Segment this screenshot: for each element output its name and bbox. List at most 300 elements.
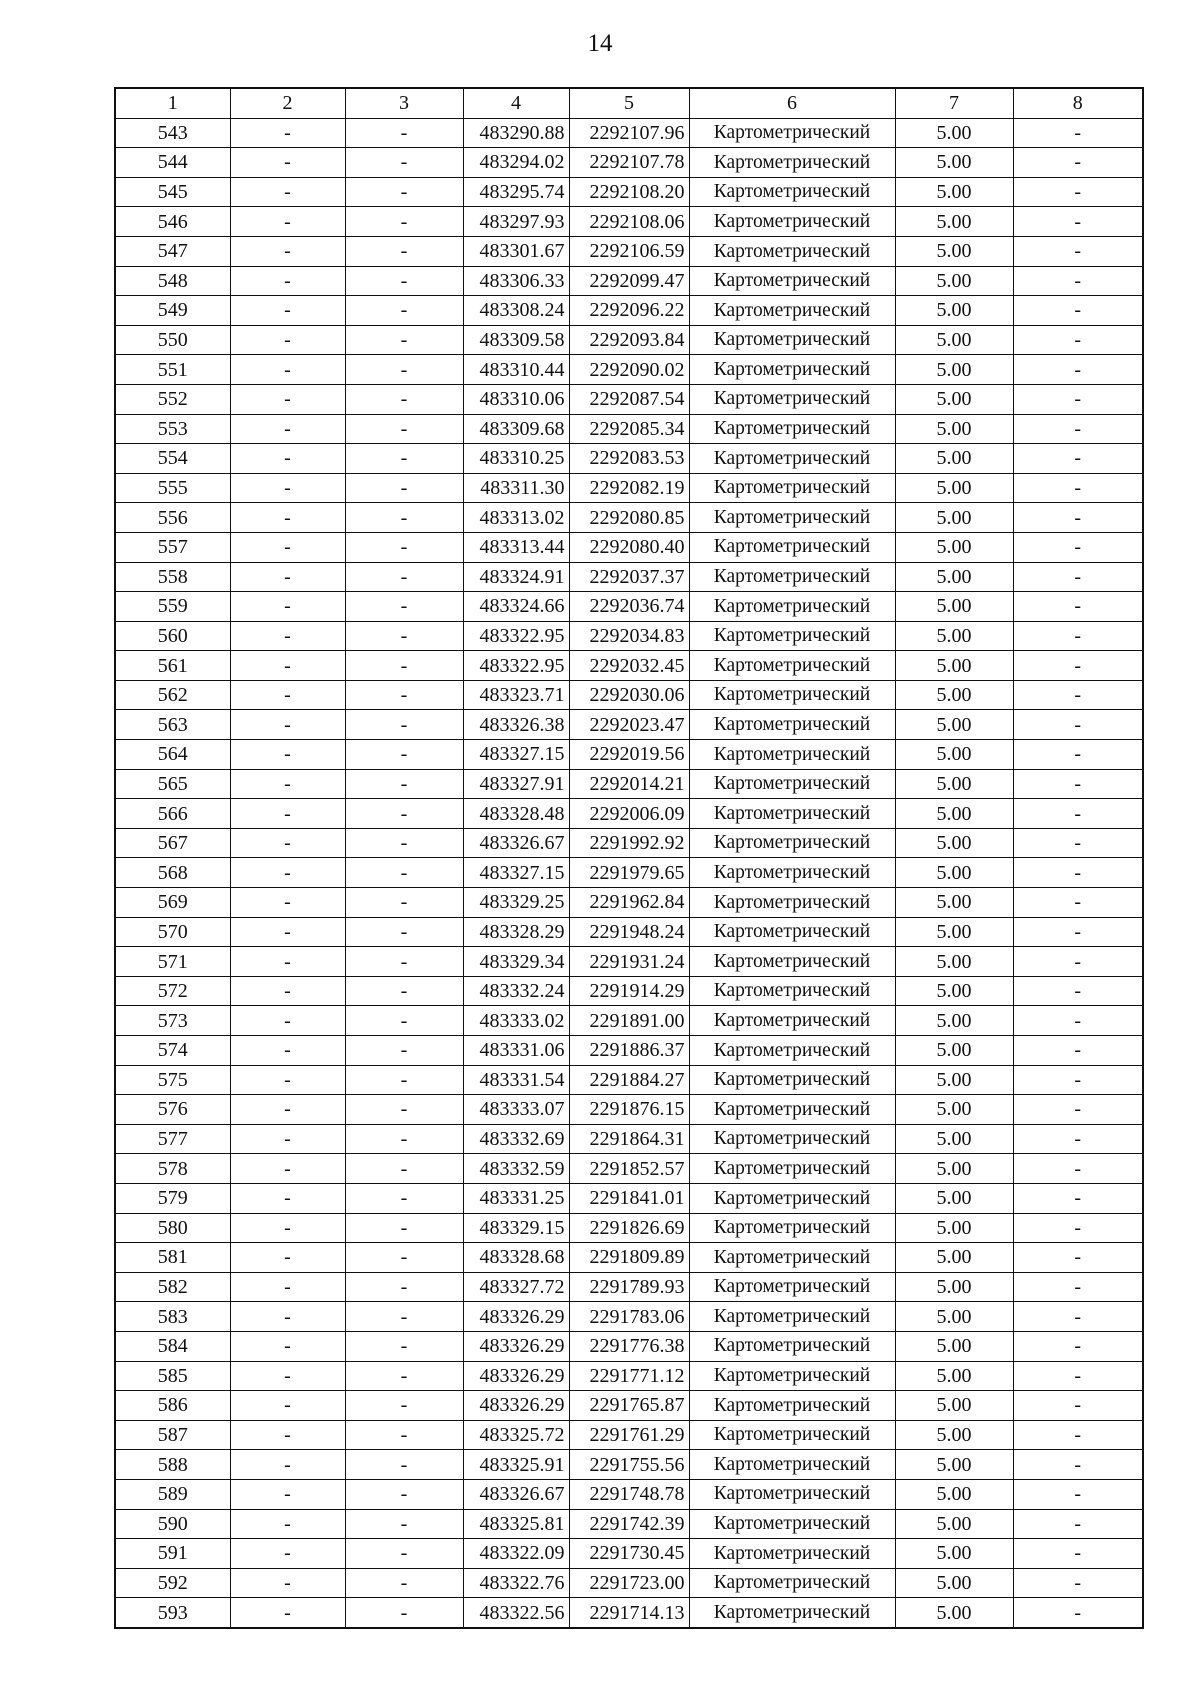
col2-cell: - <box>230 1450 345 1480</box>
point-number-cell: 552 <box>115 384 230 414</box>
col8-cell: - <box>1013 148 1143 178</box>
x-coordinate-cell: 483333.02 <box>463 1006 569 1036</box>
accuracy-cell: 5.00 <box>895 1420 1013 1450</box>
table-row <box>115 532 1143 562</box>
point-number-cell: 565 <box>115 769 230 799</box>
point-number-cell: 549 <box>115 296 230 326</box>
table-row <box>115 1124 1143 1154</box>
accuracy-cell: 5.00 <box>895 473 1013 503</box>
method-cell: Картометрический <box>689 148 895 178</box>
col2-cell: - <box>230 1243 345 1273</box>
table-row <box>115 1479 1143 1509</box>
x-coordinate-cell: 483327.91 <box>463 769 569 799</box>
x-coordinate-cell: 483326.67 <box>463 828 569 858</box>
point-number-cell: 545 <box>115 177 230 207</box>
col8-cell: - <box>1013 1361 1143 1391</box>
col8-cell: - <box>1013 325 1143 355</box>
table-header-row <box>115 88 1143 118</box>
table-row <box>115 710 1143 740</box>
table-row <box>115 1243 1143 1273</box>
col8-cell: - <box>1013 621 1143 651</box>
table-row <box>115 888 1143 918</box>
point-number-cell: 550 <box>115 325 230 355</box>
y-coordinate-cell: 2291771.12 <box>569 1361 689 1391</box>
x-coordinate-cell: 483333.07 <box>463 1095 569 1125</box>
y-coordinate-cell: 2291826.69 <box>569 1213 689 1243</box>
table-row <box>115 1331 1143 1361</box>
method-cell: Картометрический <box>689 207 895 237</box>
col3-cell: - <box>345 1272 463 1302</box>
table-row <box>115 148 1143 178</box>
col2-cell: - <box>230 532 345 562</box>
column-header: 6 <box>689 88 895 118</box>
accuracy-cell: 5.00 <box>895 1065 1013 1095</box>
col3-cell: - <box>345 1420 463 1450</box>
y-coordinate-cell: 2291886.37 <box>569 1036 689 1066</box>
col2-cell: - <box>230 740 345 770</box>
table-row <box>115 1509 1143 1539</box>
table-row <box>115 562 1143 592</box>
method-cell: Картометрический <box>689 562 895 592</box>
col2-cell: - <box>230 177 345 207</box>
col8-cell: - <box>1013 1509 1143 1539</box>
point-number-cell: 547 <box>115 236 230 266</box>
accuracy-cell: 5.00 <box>895 266 1013 296</box>
x-coordinate-cell: 483332.24 <box>463 976 569 1006</box>
col2-cell: - <box>230 1361 345 1391</box>
col2-cell: - <box>230 236 345 266</box>
col2-cell: - <box>230 769 345 799</box>
point-number-cell: 554 <box>115 444 230 474</box>
table-row <box>115 1361 1143 1391</box>
col8-cell: - <box>1013 1420 1143 1450</box>
x-coordinate-cell: 483328.68 <box>463 1243 569 1273</box>
col2-cell: - <box>230 888 345 918</box>
x-coordinate-cell: 483326.29 <box>463 1361 569 1391</box>
y-coordinate-cell: 2292106.59 <box>569 236 689 266</box>
y-coordinate-cell: 2292080.40 <box>569 532 689 562</box>
point-number-cell: 581 <box>115 1243 230 1273</box>
col8-cell: - <box>1013 1036 1143 1066</box>
x-coordinate-cell: 483309.58 <box>463 325 569 355</box>
table-row <box>115 680 1143 710</box>
x-coordinate-cell: 483310.44 <box>463 355 569 385</box>
point-number-cell: 564 <box>115 740 230 770</box>
accuracy-cell: 5.00 <box>895 414 1013 444</box>
accuracy-cell: 5.00 <box>895 1450 1013 1480</box>
accuracy-cell: 5.00 <box>895 1331 1013 1361</box>
y-coordinate-cell: 2291931.24 <box>569 947 689 977</box>
method-cell: Картометрический <box>689 740 895 770</box>
col2-cell: - <box>230 414 345 444</box>
x-coordinate-cell: 483295.74 <box>463 177 569 207</box>
col8-cell: - <box>1013 1006 1143 1036</box>
table-row <box>115 236 1143 266</box>
col8-cell: - <box>1013 976 1143 1006</box>
col3-cell: - <box>345 266 463 296</box>
table-row <box>115 355 1143 385</box>
col3-cell: - <box>345 236 463 266</box>
col8-cell: - <box>1013 1479 1143 1509</box>
point-number-cell: 548 <box>115 266 230 296</box>
page-number: 14 <box>587 30 613 57</box>
col3-cell: - <box>345 947 463 977</box>
y-coordinate-cell: 2292107.78 <box>569 148 689 178</box>
method-cell: Картометрический <box>689 384 895 414</box>
col8-cell: - <box>1013 1154 1143 1184</box>
table-row <box>115 1154 1143 1184</box>
accuracy-cell: 5.00 <box>895 236 1013 266</box>
col8-cell: - <box>1013 473 1143 503</box>
accuracy-cell: 5.00 <box>895 1154 1013 1184</box>
y-coordinate-cell: 2292090.02 <box>569 355 689 385</box>
col2-cell: - <box>230 680 345 710</box>
col8-cell: - <box>1013 355 1143 385</box>
col2-cell: - <box>230 828 345 858</box>
method-cell: Картометрический <box>689 177 895 207</box>
table-row <box>115 1065 1143 1095</box>
col2-cell: - <box>230 1124 345 1154</box>
x-coordinate-cell: 483322.95 <box>463 651 569 681</box>
x-coordinate-cell: 483310.06 <box>463 384 569 414</box>
table-row <box>115 207 1143 237</box>
method-cell: Картометрический <box>689 1154 895 1184</box>
accuracy-cell: 5.00 <box>895 1243 1013 1273</box>
col8-cell: - <box>1013 1450 1143 1480</box>
x-coordinate-cell: 483326.29 <box>463 1391 569 1421</box>
point-number-cell: 591 <box>115 1539 230 1569</box>
col2-cell: - <box>230 1065 345 1095</box>
x-coordinate-cell: 483332.69 <box>463 1124 569 1154</box>
col3-cell: - <box>345 1065 463 1095</box>
col8-cell: - <box>1013 1391 1143 1421</box>
x-coordinate-cell: 483328.48 <box>463 799 569 829</box>
method-cell: Картометрический <box>689 769 895 799</box>
y-coordinate-cell: 2291884.27 <box>569 1065 689 1095</box>
point-number-cell: 583 <box>115 1302 230 1332</box>
table-row <box>115 769 1143 799</box>
y-coordinate-cell: 2292107.96 <box>569 118 689 148</box>
col3-cell: - <box>345 769 463 799</box>
point-number-cell: 558 <box>115 562 230 592</box>
col2-cell: - <box>230 296 345 326</box>
accuracy-cell: 5.00 <box>895 828 1013 858</box>
col3-cell: - <box>345 503 463 533</box>
y-coordinate-cell: 2292096.22 <box>569 296 689 326</box>
col2-cell: - <box>230 1568 345 1598</box>
point-number-cell: 567 <box>115 828 230 858</box>
accuracy-cell: 5.00 <box>895 1479 1013 1509</box>
x-coordinate-cell: 483331.54 <box>463 1065 569 1095</box>
col2-cell: - <box>230 1479 345 1509</box>
table-row <box>115 947 1143 977</box>
col3-cell: - <box>345 1361 463 1391</box>
table-row <box>115 1420 1143 1450</box>
col2-cell: - <box>230 1539 345 1569</box>
col8-cell: - <box>1013 444 1143 474</box>
col2-cell: - <box>230 858 345 888</box>
point-number-cell: 593 <box>115 1598 230 1628</box>
col2-cell: - <box>230 621 345 651</box>
col2-cell: - <box>230 1006 345 1036</box>
col3-cell: - <box>345 710 463 740</box>
point-number-cell: 569 <box>115 888 230 918</box>
col2-cell: - <box>230 266 345 296</box>
point-number-cell: 562 <box>115 680 230 710</box>
y-coordinate-cell: 2291809.89 <box>569 1243 689 1273</box>
col8-cell: - <box>1013 1124 1143 1154</box>
y-coordinate-cell: 2291841.01 <box>569 1183 689 1213</box>
point-number-cell: 566 <box>115 799 230 829</box>
point-number-cell: 587 <box>115 1420 230 1450</box>
point-number-cell: 586 <box>115 1391 230 1421</box>
x-coordinate-cell: 483327.15 <box>463 858 569 888</box>
method-cell: Картометрический <box>689 1598 895 1628</box>
x-coordinate-cell: 483328.29 <box>463 917 569 947</box>
accuracy-cell: 5.00 <box>895 1213 1013 1243</box>
method-cell: Картометрический <box>689 1036 895 1066</box>
y-coordinate-cell: 2291852.57 <box>569 1154 689 1184</box>
y-coordinate-cell: 2291962.84 <box>569 888 689 918</box>
x-coordinate-cell: 483331.06 <box>463 1036 569 1066</box>
x-coordinate-cell: 483324.91 <box>463 562 569 592</box>
accuracy-cell: 5.00 <box>895 532 1013 562</box>
table-row <box>115 1450 1143 1480</box>
method-cell: Картометрический <box>689 1539 895 1569</box>
table-row <box>115 1568 1143 1598</box>
col2-cell: - <box>230 384 345 414</box>
col8-cell: - <box>1013 532 1143 562</box>
method-cell: Картометрический <box>689 532 895 562</box>
method-cell: Картометрический <box>689 266 895 296</box>
point-number-cell: 585 <box>115 1361 230 1391</box>
method-cell: Картометрический <box>689 651 895 681</box>
accuracy-cell: 5.00 <box>895 592 1013 622</box>
accuracy-cell: 5.00 <box>895 1598 1013 1628</box>
point-number-cell: 592 <box>115 1568 230 1598</box>
y-coordinate-cell: 2292099.47 <box>569 266 689 296</box>
x-coordinate-cell: 483311.30 <box>463 473 569 503</box>
y-coordinate-cell: 2292030.06 <box>569 680 689 710</box>
y-coordinate-cell: 2291730.45 <box>569 1539 689 1569</box>
col2-cell: - <box>230 1213 345 1243</box>
accuracy-cell: 5.00 <box>895 355 1013 385</box>
col8-cell: - <box>1013 296 1143 326</box>
x-coordinate-cell: 483326.38 <box>463 710 569 740</box>
table-row <box>115 858 1143 888</box>
col2-cell: - <box>230 355 345 385</box>
col8-cell: - <box>1013 1095 1143 1125</box>
table-row <box>115 414 1143 444</box>
col8-cell: - <box>1013 769 1143 799</box>
y-coordinate-cell: 2291755.56 <box>569 1450 689 1480</box>
y-coordinate-cell: 2292108.06 <box>569 207 689 237</box>
y-coordinate-cell: 2291992.92 <box>569 828 689 858</box>
x-coordinate-cell: 483326.67 <box>463 1479 569 1509</box>
col3-cell: - <box>345 1450 463 1480</box>
table-row <box>115 1183 1143 1213</box>
point-number-cell: 551 <box>115 355 230 385</box>
col2-cell: - <box>230 1391 345 1421</box>
col3-cell: - <box>345 207 463 237</box>
col8-cell: - <box>1013 680 1143 710</box>
col3-cell: - <box>345 858 463 888</box>
y-coordinate-cell: 2291864.31 <box>569 1124 689 1154</box>
table-row <box>115 828 1143 858</box>
y-coordinate-cell: 2291979.65 <box>569 858 689 888</box>
x-coordinate-cell: 483323.71 <box>463 680 569 710</box>
point-number-cell: 576 <box>115 1095 230 1125</box>
col2-cell: - <box>230 1331 345 1361</box>
y-coordinate-cell: 2291783.06 <box>569 1302 689 1332</box>
accuracy-cell: 5.00 <box>895 651 1013 681</box>
col8-cell: - <box>1013 710 1143 740</box>
col8-cell: - <box>1013 947 1143 977</box>
col8-cell: - <box>1013 1302 1143 1332</box>
x-coordinate-cell: 483325.72 <box>463 1420 569 1450</box>
col3-cell: - <box>345 828 463 858</box>
point-number-cell: 553 <box>115 414 230 444</box>
method-cell: Картометрический <box>689 1095 895 1125</box>
col8-cell: - <box>1013 592 1143 622</box>
point-number-cell: 575 <box>115 1065 230 1095</box>
col2-cell: - <box>230 148 345 178</box>
method-cell: Картометрический <box>689 414 895 444</box>
col3-cell: - <box>345 888 463 918</box>
x-coordinate-cell: 483290.88 <box>463 118 569 148</box>
table-row <box>115 740 1143 770</box>
table-row <box>115 1213 1143 1243</box>
col3-cell: - <box>345 325 463 355</box>
col2-cell: - <box>230 1095 345 1125</box>
table-row <box>115 592 1143 622</box>
col2-cell: - <box>230 1302 345 1332</box>
x-coordinate-cell: 483329.15 <box>463 1213 569 1243</box>
col2-cell: - <box>230 947 345 977</box>
table-row <box>115 1391 1143 1421</box>
method-cell: Картометрический <box>689 1243 895 1273</box>
method-cell: Картометрический <box>689 799 895 829</box>
col8-cell: - <box>1013 177 1143 207</box>
method-cell: Картометрический <box>689 1006 895 1036</box>
column-header: 5 <box>569 88 689 118</box>
x-coordinate-cell: 483331.25 <box>463 1183 569 1213</box>
col3-cell: - <box>345 1036 463 1066</box>
table-row <box>115 1272 1143 1302</box>
col3-cell: - <box>345 592 463 622</box>
y-coordinate-cell: 2292093.84 <box>569 325 689 355</box>
x-coordinate-cell: 483322.09 <box>463 1539 569 1569</box>
column-header: 3 <box>345 88 463 118</box>
x-coordinate-cell: 483301.67 <box>463 236 569 266</box>
y-coordinate-cell: 2291789.93 <box>569 1272 689 1302</box>
point-number-cell: 555 <box>115 473 230 503</box>
col8-cell: - <box>1013 1568 1143 1598</box>
col3-cell: - <box>345 118 463 148</box>
col3-cell: - <box>345 1095 463 1125</box>
y-coordinate-cell: 2292108.20 <box>569 177 689 207</box>
table-row <box>115 1302 1143 1332</box>
accuracy-cell: 5.00 <box>895 503 1013 533</box>
accuracy-cell: 5.00 <box>895 1391 1013 1421</box>
accuracy-cell: 5.00 <box>895 296 1013 326</box>
point-number-cell: 556 <box>115 503 230 533</box>
col3-cell: - <box>345 680 463 710</box>
col3-cell: - <box>345 1509 463 1539</box>
method-cell: Картометрический <box>689 947 895 977</box>
col2-cell: - <box>230 1598 345 1628</box>
x-coordinate-cell: 483294.02 <box>463 148 569 178</box>
table-row <box>115 651 1143 681</box>
method-cell: Картометрический <box>689 1183 895 1213</box>
table-row <box>115 177 1143 207</box>
point-number-cell: 573 <box>115 1006 230 1036</box>
method-cell: Картометрический <box>689 296 895 326</box>
col2-cell: - <box>230 917 345 947</box>
col8-cell: - <box>1013 1243 1143 1273</box>
method-cell: Картометрический <box>689 828 895 858</box>
y-coordinate-cell: 2291714.13 <box>569 1598 689 1628</box>
col2-cell: - <box>230 562 345 592</box>
column-header: 1 <box>115 88 230 118</box>
accuracy-cell: 5.00 <box>895 1539 1013 1569</box>
method-cell: Картометрический <box>689 1479 895 1509</box>
y-coordinate-cell: 2291776.38 <box>569 1331 689 1361</box>
col3-cell: - <box>345 1331 463 1361</box>
col2-cell: - <box>230 710 345 740</box>
table-row <box>115 384 1143 414</box>
method-cell: Картометрический <box>689 1065 895 1095</box>
col8-cell: - <box>1013 1065 1143 1095</box>
col3-cell: - <box>345 384 463 414</box>
col2-cell: - <box>230 799 345 829</box>
method-cell: Картометрический <box>689 1391 895 1421</box>
col3-cell: - <box>345 976 463 1006</box>
method-cell: Картометрический <box>689 1124 895 1154</box>
col8-cell: - <box>1013 236 1143 266</box>
accuracy-cell: 5.00 <box>895 858 1013 888</box>
point-number-cell: 588 <box>115 1450 230 1480</box>
x-coordinate-cell: 483322.56 <box>463 1598 569 1628</box>
x-coordinate-cell: 483322.76 <box>463 1568 569 1598</box>
method-cell: Картометрический <box>689 118 895 148</box>
y-coordinate-cell: 2292037.37 <box>569 562 689 592</box>
column-header: 7 <box>895 88 1013 118</box>
col8-cell: - <box>1013 917 1143 947</box>
x-coordinate-cell: 483327.15 <box>463 740 569 770</box>
method-cell: Картометрический <box>689 680 895 710</box>
method-cell: Картометрический <box>689 1213 895 1243</box>
col8-cell: - <box>1013 828 1143 858</box>
col8-cell: - <box>1013 562 1143 592</box>
accuracy-cell: 5.00 <box>895 680 1013 710</box>
method-cell: Картометрический <box>689 592 895 622</box>
x-coordinate-cell: 483332.59 <box>463 1154 569 1184</box>
point-number-cell: 582 <box>115 1272 230 1302</box>
x-coordinate-cell: 483309.68 <box>463 414 569 444</box>
col3-cell: - <box>345 148 463 178</box>
accuracy-cell: 5.00 <box>895 740 1013 770</box>
col2-cell: - <box>230 651 345 681</box>
col3-cell: - <box>345 1539 463 1569</box>
col2-cell: - <box>230 592 345 622</box>
method-cell: Картометрический <box>689 858 895 888</box>
accuracy-cell: 5.00 <box>895 207 1013 237</box>
x-coordinate-cell: 483308.24 <box>463 296 569 326</box>
accuracy-cell: 5.00 <box>895 888 1013 918</box>
col8-cell: - <box>1013 1539 1143 1569</box>
col2-cell: - <box>230 1509 345 1539</box>
